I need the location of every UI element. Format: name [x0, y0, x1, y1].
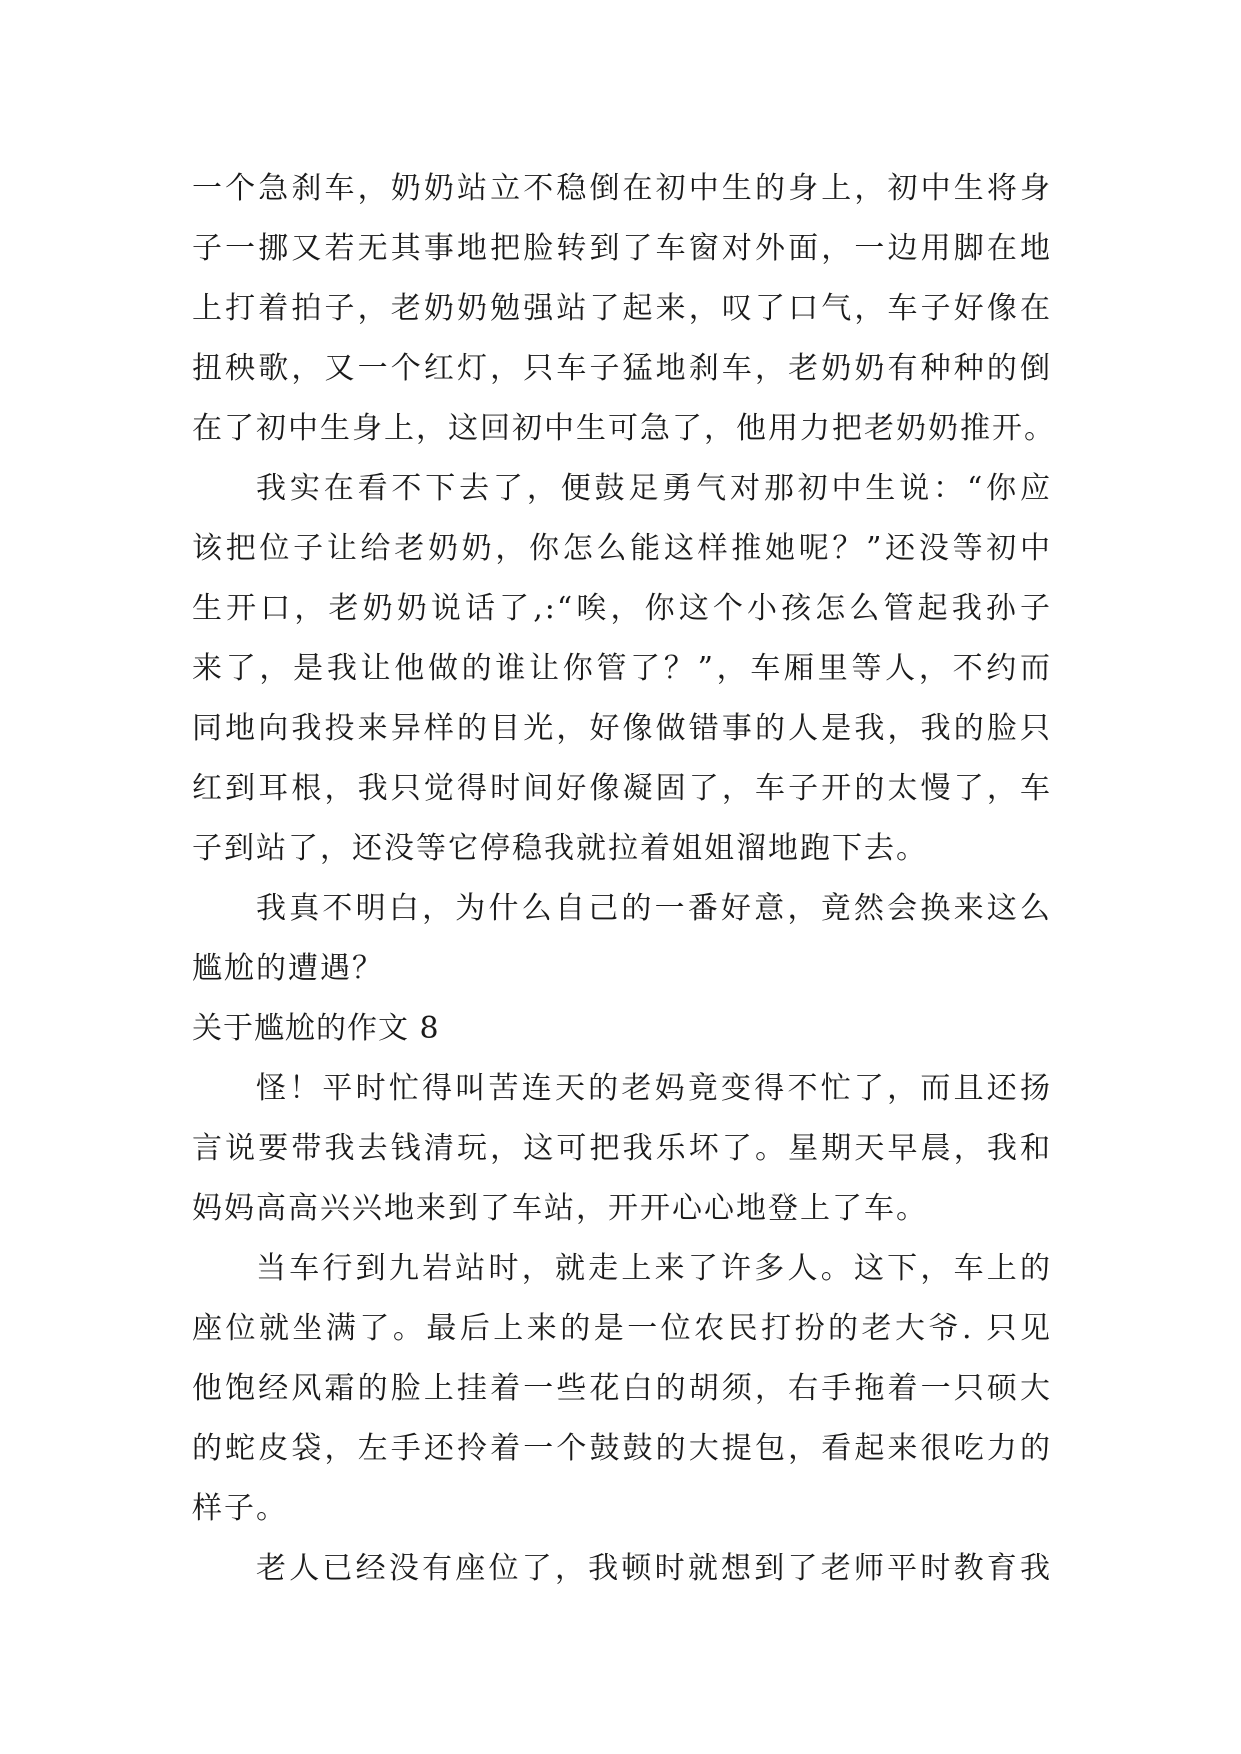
text-line: 子到站了，还没等它停稳我就拉着姐姐溜地跑下去。 [192, 831, 928, 866]
text-line: 该把位子让给老奶奶，你怎么能这样推她呢？”还没等初中 [192, 531, 1052, 566]
text-line: 座位就坐满了。最后上来的是一位农民打扮的老大爷. 只见 [192, 1311, 1052, 1346]
text-line: 老人已经没有座位了，我顿时就想到了老师平时教育我 [256, 1551, 1052, 1586]
text-line: 来了，是我让他做的谁让你管了？”，车厢里等人，不约而 [192, 651, 1052, 686]
text-line: 样子。 [192, 1491, 288, 1526]
text-line: 一个急刹车，奶奶站立不稳倒在初中生的身上，初中生将身 [192, 171, 1052, 206]
text-line: 的蛇皮袋，左手还拎着一个鼓鼓的大提包，看起来很吃力的 [192, 1431, 1052, 1466]
text-line: 上打着拍子，老奶奶勉强站了起来，叹了口气，车子好像在 [192, 291, 1052, 326]
text-line: 他饱经风霜的脸上挂着一些花白的胡须，右手拖着一只硕大 [192, 1371, 1052, 1406]
text-line: 我实在看不下去了，便鼓足勇气对那初中生说：“你应 [256, 471, 1052, 506]
text-line: 同地向我投来异样的目光，好像做错事的人是我，我的脸只 [192, 711, 1052, 746]
section-heading: 关于尴尬的作文 8 [192, 1011, 440, 1046]
text-line: 妈妈高高兴兴地来到了车站，开开心心地登上了车。 [192, 1191, 928, 1226]
text-line: 在了初中生身上，这回初中生可急了，他用力把老奶奶推开。 [192, 411, 1056, 446]
text-line: 尴尬的遭遇？ [192, 951, 384, 986]
text-line: 子一挪又若无其事地把脸转到了车窗对外面，一边用脚在地 [192, 231, 1052, 266]
text-line: 当车行到九岩站时，就走上来了许多人。这下，车上的 [256, 1251, 1052, 1286]
text-line: 言说要带我去钱清玩，这可把我乐坏了。星期天早晨，我和 [192, 1131, 1052, 1166]
essay-text [192, 159, 1056, 1599]
text-line: 生开口，老奶奶说话了,:“唉，你这个小孩怎么管起我孙子 [192, 591, 1052, 626]
text-line: 怪！平时忙得叫苦连天的老妈竟变得不忙了，而且还扬 [256, 1071, 1052, 1106]
text-line: 扭秧歌，又一个红灯，只车子猛地刹车，老奶奶有种种的倒 [192, 351, 1052, 386]
text-line: 我真不明白，为什么自己的一番好意，竟然会换来这么 [256, 891, 1052, 926]
text-line: 红到耳根，我只觉得时间好像凝固了，车子开的太慢了，车 [192, 771, 1052, 806]
